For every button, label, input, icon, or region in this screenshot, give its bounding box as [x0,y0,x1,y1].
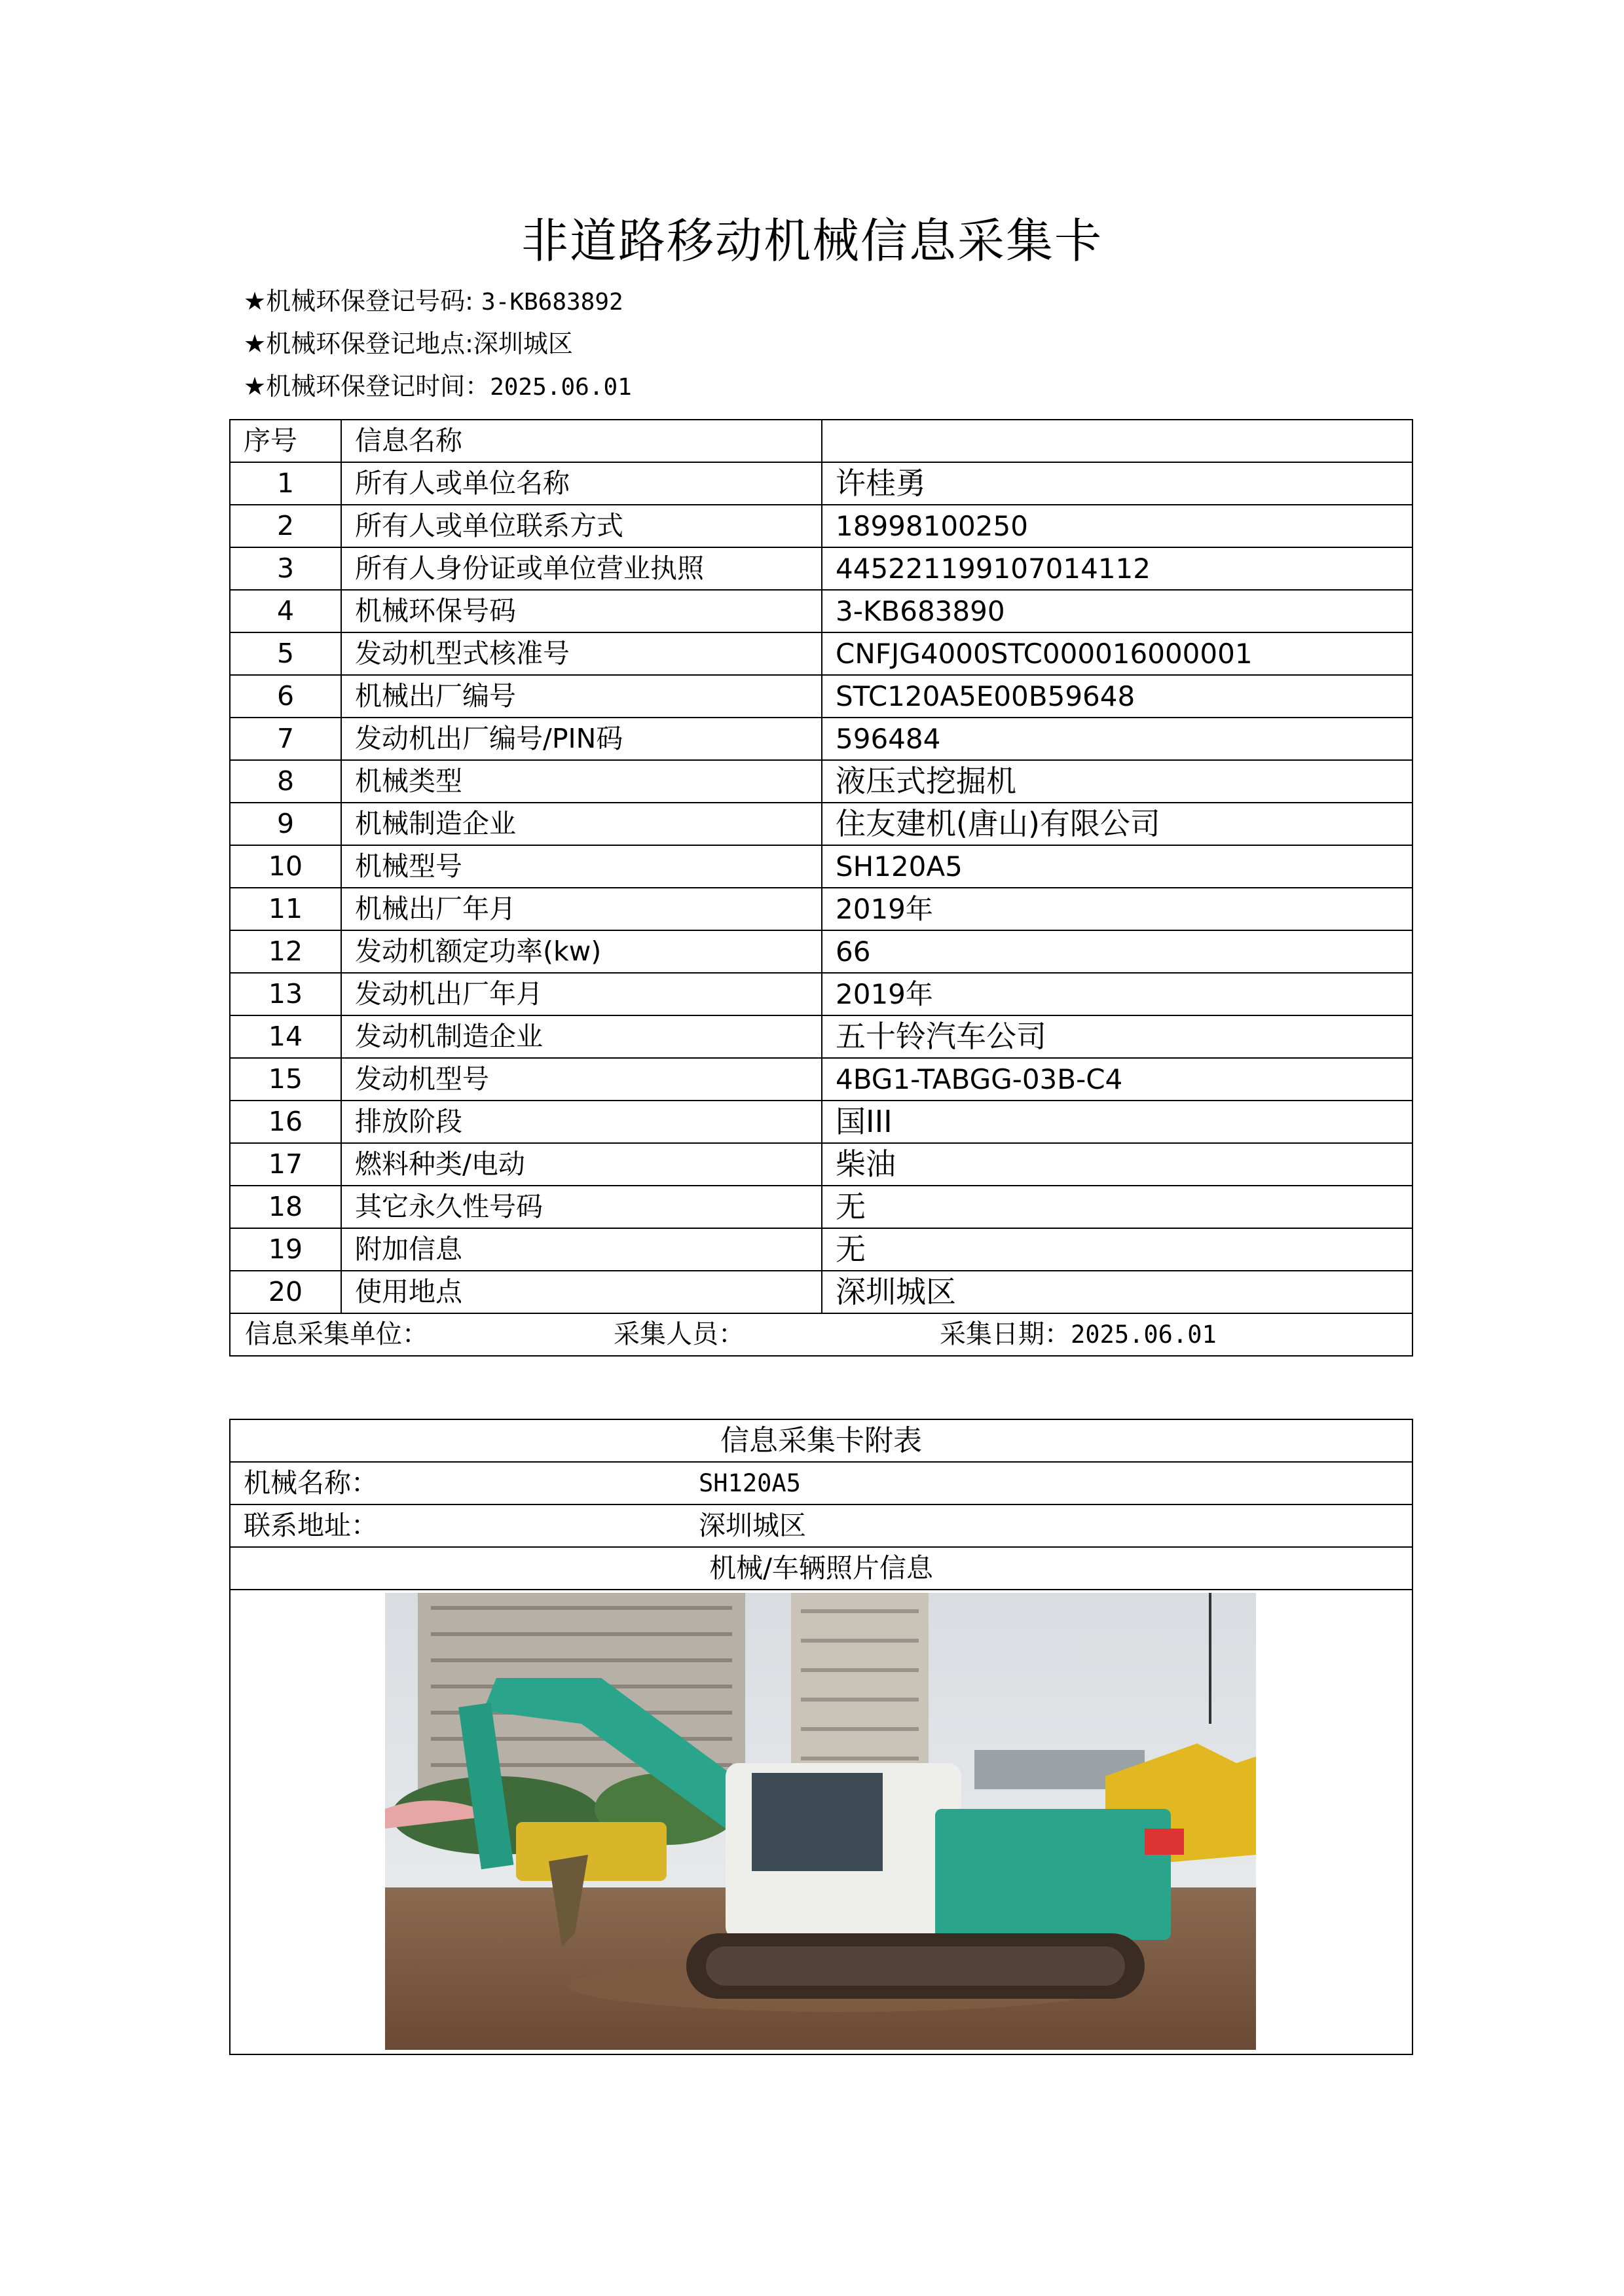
row-field-name: 发动机型式核准号 [341,632,822,675]
excavator-photo [385,1593,1256,2050]
row-field-name: 发动机额定功率(kw) [341,930,822,973]
row-number: 8 [230,760,341,803]
row-number: 14 [230,1015,341,1058]
annex-row-machine-name [230,1462,1412,1504]
row-field-name: 所有人或单位联系方式 [341,505,822,547]
row-field-value: 液压式挖掘机 [822,760,1412,803]
row-number: 10 [230,845,341,888]
table-row [230,1271,1412,1313]
photo-title: 机械/车辆照片信息 [230,1547,1412,1590]
registration-number-value: 3-KB683892 [481,289,623,316]
table-row [230,1186,1412,1228]
row-field-name: 其它永久性号码 [341,1186,822,1228]
row-number: 1 [230,462,341,505]
registration-time-value: 2025.06.01 [490,374,632,401]
table-row [230,547,1412,590]
row-field-name: 发动机型号 [341,1058,822,1101]
collection-unit-label: 信息采集单位： [245,1319,428,1349]
collector-label: 采集人员： [614,1319,745,1349]
row-field-name: 燃料种类/电动 [341,1143,822,1186]
table-row [230,1058,1412,1101]
row-number: 12 [230,930,341,973]
header-cell-value [822,420,1412,462]
row-field-value: 深圳城区 [822,1271,1412,1313]
row-number: 9 [230,803,341,845]
row-field-value: 国III [822,1101,1412,1143]
table-row [230,675,1412,718]
table-row [230,718,1412,760]
row-field-value: 66 [822,930,1412,973]
table-row [230,462,1412,505]
row-field-value: 2019年 [822,973,1412,1015]
row-field-value: 3-KB683890 [822,590,1412,632]
info-table [229,419,1413,1357]
row-field-value: 许桂勇 [822,462,1412,505]
row-field-name: 机械环保号码 [341,590,822,632]
address-value: 深圳城区 [699,1510,806,1541]
row-field-value: 柴油 [822,1143,1412,1186]
row-number: 13 [230,973,341,1015]
row-field-name: 附加信息 [341,1228,822,1271]
header-cell-number: 序号 [230,420,341,462]
row-field-value: 596484 [822,718,1412,760]
registration-number-line [244,282,623,322]
row-number: 16 [230,1101,341,1143]
table-row [230,590,1412,632]
address-label: 联系地址： [244,1510,378,1541]
collection-footer [230,1313,1412,1356]
annex-photo-title-row [230,1547,1412,1590]
table-row [230,505,1412,547]
row-number: 6 [230,675,341,718]
header-cell-name: 信息名称 [341,420,822,462]
row-number: 5 [230,632,341,675]
row-number: 2 [230,505,341,547]
machine-name-value: SH120A5 [699,1469,801,1497]
row-number: 18 [230,1186,341,1228]
row-number: 3 [230,547,341,590]
row-field-name: 排放阶段 [341,1101,822,1143]
info-table-footer-row [230,1313,1412,1356]
page-title: 非道路移动机械信息采集卡 [521,213,1103,268]
table-row [230,930,1412,973]
row-field-value: 住友建机(唐山)有限公司 [822,803,1412,845]
registration-place-value: 深圳城区 [473,329,573,358]
row-number: 7 [230,718,341,760]
table-row [230,1228,1412,1271]
row-field-value: CNFJG4000STC000016000001 [822,632,1412,675]
row-field-name: 使用地点 [341,1271,822,1313]
row-field-value: SH120A5 [822,845,1412,888]
annex-title: 信息采集卡附表 [230,1419,1412,1462]
row-number: 17 [230,1143,341,1186]
row-number: 11 [230,888,341,930]
table-row [230,1143,1412,1186]
collection-date-value: 2025.06.01 [1071,1321,1217,1349]
annex-title-row [230,1419,1412,1462]
row-field-name: 机械出厂编号 [341,675,822,718]
table-row [230,803,1412,845]
row-field-value: 2019年 [822,888,1412,930]
row-field-value: 无 [822,1228,1412,1271]
registration-number-label: ★机械环保登记号码: [244,287,473,316]
row-number: 19 [230,1228,341,1271]
annex-photo-row [230,1590,1412,2054]
table-row [230,1015,1412,1058]
row-field-value: 无 [822,1186,1412,1228]
registration-place-line [244,324,573,363]
table-row [230,760,1412,803]
address-cell [230,1504,1412,1547]
table-row [230,1101,1412,1143]
row-number: 15 [230,1058,341,1101]
row-field-name: 机械出厂年月 [341,888,822,930]
registration-time-line [244,367,632,407]
collection-date [940,1314,1217,1355]
annex-table [229,1419,1413,2055]
registration-place-label: ★机械环保登记地点: [244,329,473,358]
row-number: 20 [230,1271,341,1313]
row-field-value: STC120A5E00B59648 [822,675,1412,718]
machine-name-cell [230,1462,1412,1504]
row-field-value: 445221199107014112 [822,547,1412,590]
photo-cell [230,1590,1412,2054]
row-field-name: 所有人或单位名称 [341,462,822,505]
row-field-value: 18998100250 [822,505,1412,547]
table-row [230,632,1412,675]
row-field-name: 机械类型 [341,760,822,803]
table-row [230,973,1412,1015]
row-field-name: 发动机出厂编号/PIN码 [341,718,822,760]
row-number: 4 [230,590,341,632]
row-field-value: 4BG1-TABGG-03B-C4 [822,1058,1412,1101]
row-field-name: 所有人身份证或单位营业执照 [341,547,822,590]
registration-time-label: ★机械环保登记时间： [244,372,490,401]
info-table-header-row [230,420,1412,462]
annex-row-address [230,1504,1412,1547]
row-field-name: 发动机制造企业 [341,1015,822,1058]
row-field-value: 五十铃汽车公司 [822,1015,1412,1058]
table-row [230,888,1412,930]
machine-name-label: 机械名称： [244,1467,378,1499]
table-row [230,845,1412,888]
row-field-name: 机械制造企业 [341,803,822,845]
row-field-name: 机械型号 [341,845,822,888]
collection-date-label: 采集日期： [940,1319,1071,1349]
row-field-name: 发动机出厂年月 [341,973,822,1015]
